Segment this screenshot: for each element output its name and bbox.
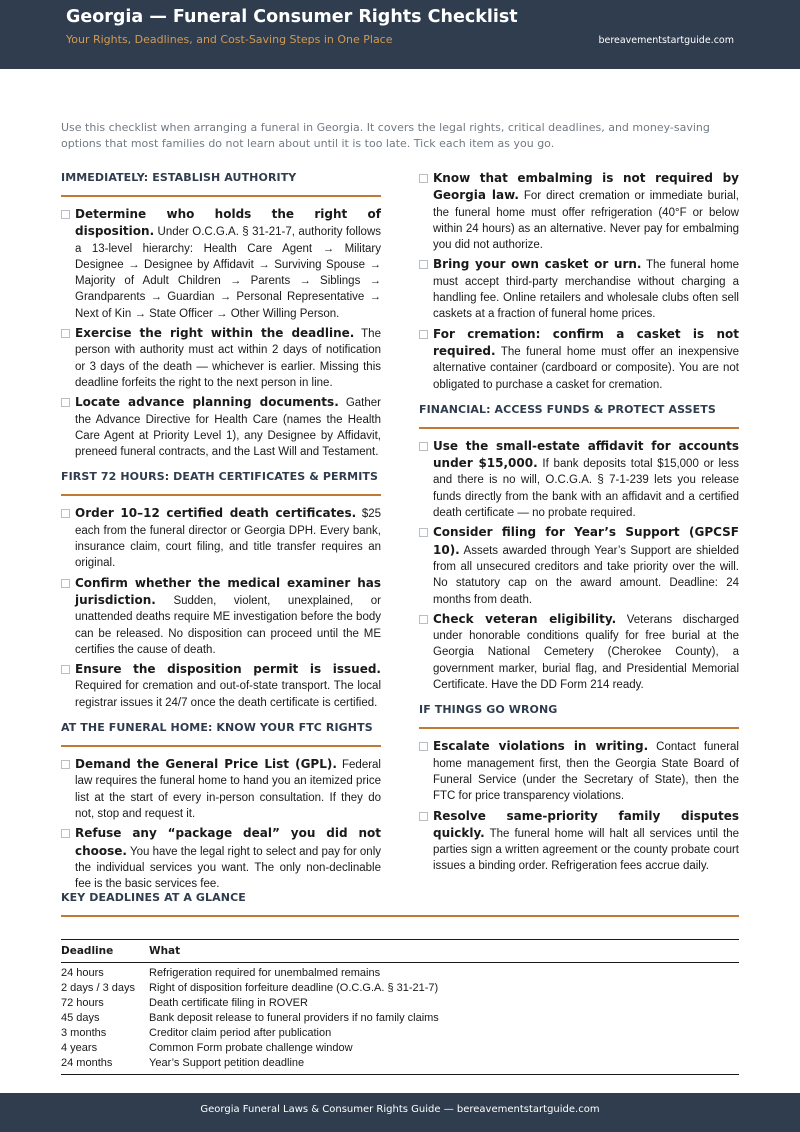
table-row [61, 1056, 739, 1075]
checkbox[interactable] [61, 398, 70, 407]
left-column [61, 170, 381, 895]
deadline-cell: 3 months [61, 1027, 107, 1039]
checklist-item [61, 575, 381, 658]
column-header-deadline: Deadline [61, 940, 149, 963]
checklist-item [61, 661, 381, 711]
checkbox[interactable] [61, 329, 70, 338]
section-financial [419, 402, 739, 693]
item-lead: Order 10–12 certified death certificates. [75, 506, 357, 521]
what-cell: Refrigeration required for unembalmed remains [149, 967, 381, 979]
checkbox[interactable] [61, 760, 70, 769]
checklist-item [61, 505, 381, 571]
checkbox[interactable] [419, 812, 428, 821]
section-heading: IMMEDIATELY: ESTABLISH AUTHORITY [61, 170, 381, 197]
section-authority [61, 170, 381, 460]
checkbox[interactable] [419, 442, 428, 451]
page-header [0, 0, 800, 69]
deadlines-table [61, 939, 739, 1075]
section-heading: AT THE FUNERAL HOME: KNOW YOUR FTC RIGHTS [61, 720, 381, 747]
checklist-item [419, 524, 739, 607]
checkbox[interactable] [61, 509, 70, 518]
what-cell: Death certificate filing in ROVER [149, 997, 308, 1009]
item-lead: For cremation: confirm a casket is not required. [433, 326, 739, 358]
item-text: The funeral home must offer an inexpensive alternative container (cardboard or composite). You are not obligated to purchase a casket for cremation. [433, 345, 739, 391]
item-lead: Exercise the right within the deadline. [75, 326, 355, 341]
section-heading: FINANCIAL: ACCESS FUNDS & PROTECT ASSETS [419, 402, 739, 429]
item-text: The funeral home will halt all services until the parties sign a written agreement or the county probate court issues a binding order. Refrigeration fees accrue daily. [433, 827, 739, 873]
item-lead: Escalate violations in writing. [433, 739, 649, 754]
section-ftc-rights [61, 720, 381, 892]
deadline-cell: 24 months [61, 1057, 113, 1069]
checkbox[interactable] [61, 829, 70, 838]
table-row [61, 981, 739, 996]
document-title: Georgia — Funeral Consumer Rights Checklist [66, 7, 518, 27]
checklist-item [61, 825, 381, 892]
what-cell: Bank deposit release to funeral providers if no family claims [149, 1012, 439, 1024]
what-cell: Right of disposition forfeiture deadline (O.C.G.A. § 31-21-7) [149, 982, 439, 994]
item-lead: Refuse any “package deal” you did not choose. [75, 826, 381, 858]
deadline-cell: 72 hours [61, 997, 104, 1009]
section-heading: IF THINGS GO WRONG [419, 702, 739, 729]
section-things-go-wrong [419, 702, 739, 874]
what-cell: Creditor claim period after publication [149, 1027, 332, 1039]
checkbox[interactable] [61, 579, 70, 588]
deadlines-section [61, 890, 739, 1075]
checklist-item [419, 256, 739, 322]
checkbox[interactable] [419, 742, 428, 751]
checklist-item [419, 170, 739, 253]
table-row [61, 963, 739, 982]
checklist-item [419, 326, 739, 393]
checkbox[interactable] [419, 330, 428, 339]
what-cell: Common Form probate challenge window [149, 1042, 353, 1054]
section-heading: KEY DEADLINES AT A GLANCE [61, 890, 739, 917]
item-text: If bank deposits total $15,000 or less and there is no will, O.C.G.A. § 7-1-239 lets you release funds directly from the bank with an affidavit and a certified death certificate — no probate required. [433, 458, 739, 520]
item-text: Veterans discharged under honorable conditions qualify for free burial at the Georgia National Cemetery (Cherokee County), a government marker, burial flag, and Presidential Memorial Certificate. Have the DD Form 214 ready. [433, 613, 739, 692]
checkbox[interactable] [61, 210, 70, 219]
checklist-item [419, 611, 739, 693]
table-row [61, 1011, 739, 1026]
document-subtitle: Your Rights, Deadlines, and Cost-Saving Steps in One Place [66, 33, 393, 46]
item-text: Assets awarded through Year’s Support are shielded from all unsecured creditors and take priority over the will. No statutory cap on the award amount. Deadline: 24 months from death. [433, 544, 740, 606]
item-lead: Demand the General Price List (GPL). [75, 757, 337, 772]
checklist-item [419, 438, 739, 521]
item-text: For direct cremation or immediate burial, the funeral home must offer refrigeration (40°F or below within 24 hours) as an alternative. Never pay for embalming you did not authorize. [433, 190, 739, 252]
item-text: $25 each from the funeral director or Georgia DPH. Every bank, insurance claim, court filing, and title transfer requires an original. [75, 508, 381, 570]
item-lead: Know that embalming is not required by Georgia law. [433, 171, 739, 203]
deadline-cell: 45 days [61, 1012, 100, 1024]
checklist-item [61, 756, 381, 822]
item-lead: Locate advance planning documents. [75, 395, 339, 410]
item-text: Sudden, violent, unexplained, or unattended deaths require ME investigation before the body can be released. No disposition can proceed until the ME certifies the cause of death. [75, 594, 381, 656]
item-lead: Ensure the disposition permit is issued. [75, 662, 381, 677]
checkbox[interactable] [419, 528, 428, 537]
item-text: Gather the Advance Directive for Health Care (names the Health Care Agent at Priority Level 1), any Designee by Affidavit, preneed funeral contracts, and the Last Will and Testament. [75, 397, 381, 459]
item-text: The person with authority must act within 2 days of notification or 3 days of the death — whichever is earlier. Missing this deadline forfeits the right to the next person in line. [75, 328, 381, 389]
deadline-cell: 24 hours [61, 967, 104, 979]
section-heading: FIRST 72 HOURS: DEATH CERTIFICATES & PERMITS [61, 469, 381, 496]
table-row [61, 1041, 739, 1056]
right-column [419, 170, 739, 878]
table-row [61, 996, 739, 1011]
item-lead: Bring your own casket or urn. [433, 257, 642, 272]
intro-text: Use this checklist when arranging a funeral in Georgia. It covers the legal rights, critical deadlines, and money-saving options that most families do not learn about until it is too late. Tick each item as you go. [61, 121, 710, 150]
item-text: You have the legal right to select and pay for only the individual services you want. The only non-declinable fee is the basic services fee. [75, 845, 381, 891]
table-header-row [61, 940, 739, 963]
checklist-item [61, 206, 381, 322]
site-link[interactable]: bereavementstartguide.com [598, 35, 734, 46]
item-lead: Determine who holds the right of disposition. [75, 207, 381, 239]
checkbox[interactable] [419, 615, 428, 624]
item-text: Under O.C.G.A. § 31-21-7, authority follows a 13-level hierarchy: Health Care Agent → Military Designee → Designee by Affidavit → Surviving Spouse → Majority of Adult Children → Parents → Siblings → Grandparents → Guardian → Personal Representative → Next of Kin → State Officer → Other Willing Person. [75, 226, 381, 320]
item-lead: Consider filing for Year’s Support (GPCSF 10). [433, 525, 739, 557]
column-header-what: What [149, 940, 739, 963]
item-text: Federal law requires the funeral home to hand you an itemized price list at the start of every in-person consultation. If they do not, stop and request it. [75, 759, 381, 820]
checklist-item [419, 808, 739, 875]
section-first-72-hours [61, 469, 381, 711]
section-ftc-rights-continued [419, 170, 739, 393]
item-lead: Resolve same-priority family disputes quickly. [433, 808, 739, 840]
what-cell: Year’s Support petition deadline [149, 1057, 305, 1069]
item-lead: Check veteran eligibility. [433, 611, 617, 626]
checkbox[interactable] [419, 174, 428, 183]
item-text: Contact funeral home management first, then the Georgia State Board of Funeral Service (under the Secretary of State), then the FTC for price transparency violations. [433, 741, 739, 803]
item-lead: Use the small-estate affidavit for accounts under $15,000. [433, 438, 739, 471]
deadline-cell: 4 years [61, 1042, 98, 1054]
item-lead: Confirm whether the medical examiner has jurisdiction. [75, 575, 381, 607]
checkbox[interactable] [61, 665, 70, 674]
checkbox[interactable] [419, 260, 428, 269]
item-text: Required for cremation and out-of-state transport. The local registrar issues it 24/7 once the death certificate is certified. [75, 680, 381, 709]
checklist-item [61, 394, 381, 460]
item-text: The funeral home must accept third-party merchandise without charging a handling fee. Online retailers and wholesale clubs often sell caskets at a fraction of funeral home prices. [433, 259, 739, 321]
checklist-item [419, 738, 739, 804]
checklist-item [61, 325, 381, 391]
page-footer: Georgia Funeral Laws & Consumer Rights Guide — bereavementstartguide.com [0, 1093, 800, 1132]
table-row [61, 1026, 739, 1041]
deadline-cell: 2 days / 3 days [61, 982, 135, 994]
